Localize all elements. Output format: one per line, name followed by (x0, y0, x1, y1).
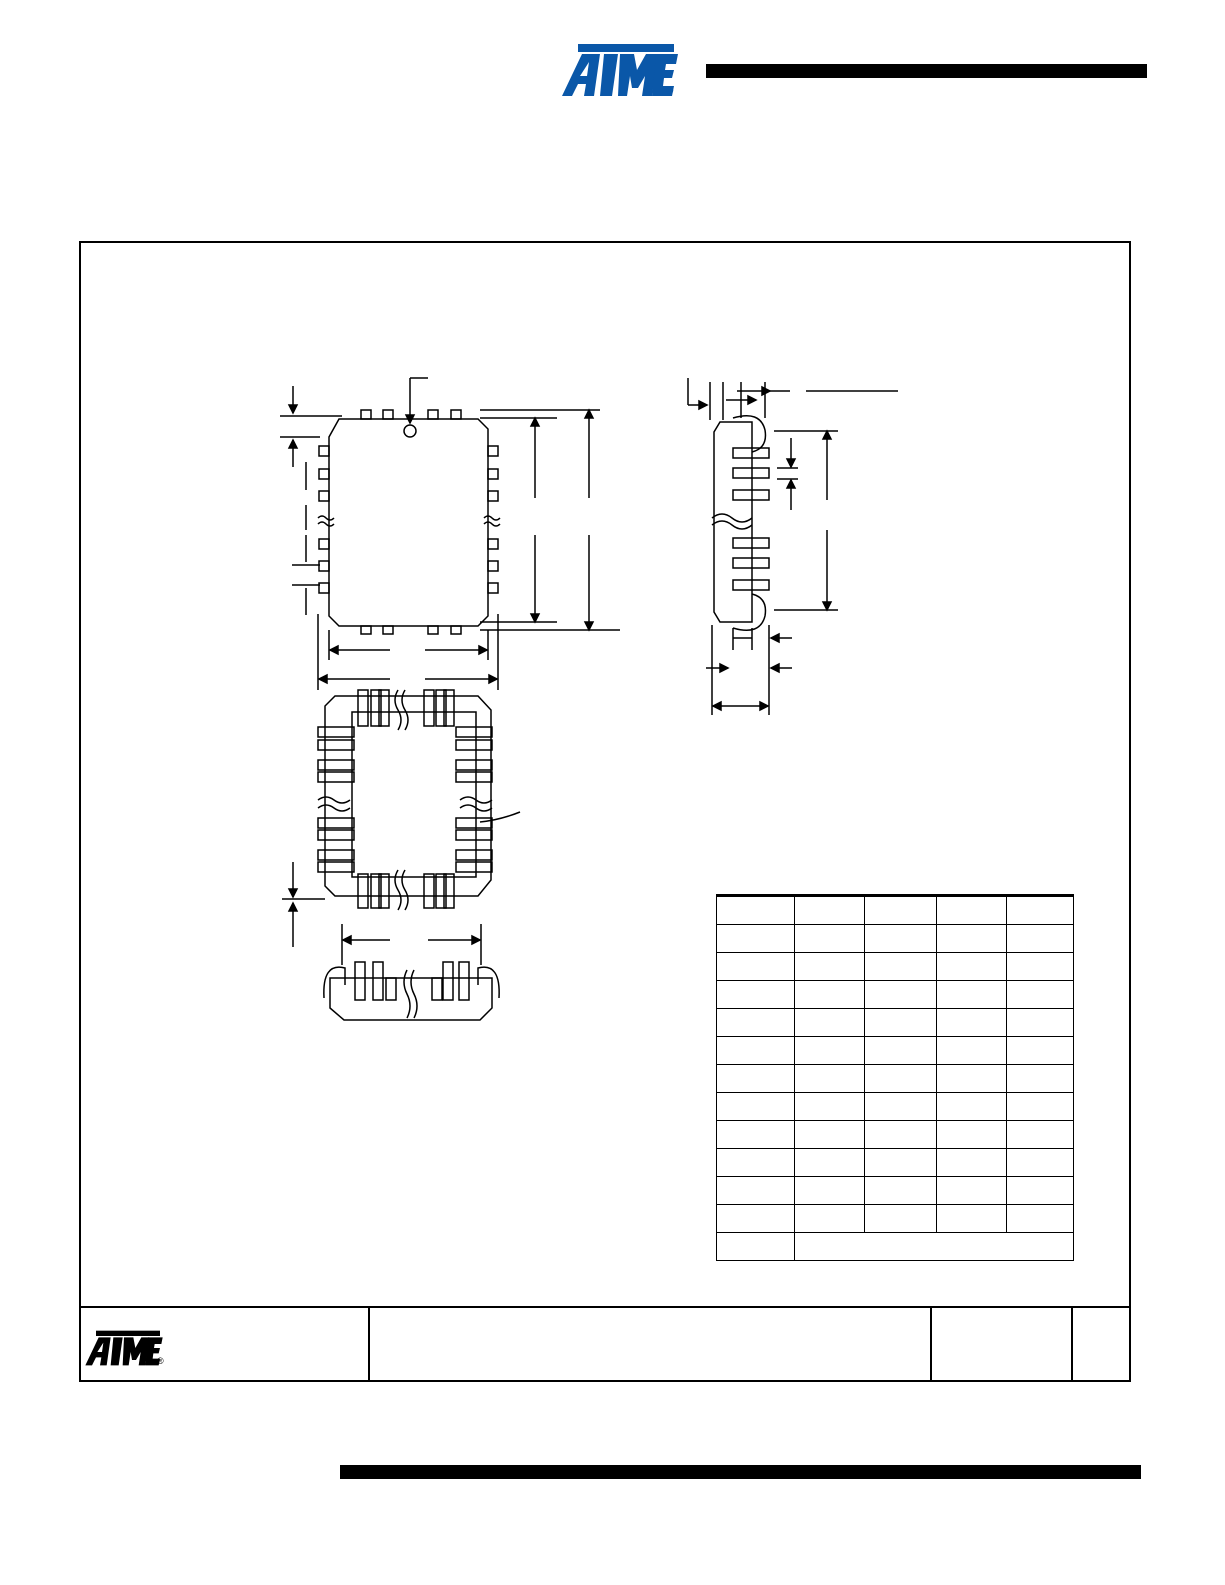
table-cell (1007, 981, 1074, 1009)
title-block (79, 1306, 1131, 1382)
table-cell (795, 1093, 865, 1121)
dimension-table (716, 894, 1074, 1261)
table-cell (937, 925, 1007, 953)
table-cell (865, 1177, 937, 1205)
table-cell (1007, 1037, 1074, 1065)
table-row (717, 981, 1074, 1009)
table-row (717, 1121, 1074, 1149)
table-cell (717, 1205, 795, 1233)
table-row (717, 1037, 1074, 1065)
table-cell (717, 1121, 795, 1149)
atmel-logo-small (83, 1328, 165, 1368)
table-cell (795, 953, 865, 981)
table-cell (795, 1009, 865, 1037)
table-cell (937, 896, 1007, 925)
table-cell (717, 1149, 795, 1177)
footer-rule (340, 1465, 1141, 1479)
table-cell (1007, 925, 1074, 953)
table-cell (717, 1093, 795, 1121)
title-block-logo-cell (79, 1308, 370, 1382)
table-cell (795, 1205, 865, 1233)
table-cell (1007, 1149, 1074, 1177)
table-cell (865, 1121, 937, 1149)
table-cell (1007, 953, 1074, 981)
table-row (717, 1205, 1074, 1233)
table-cell (795, 896, 865, 925)
table-cell (937, 1121, 1007, 1149)
table-cell (937, 1149, 1007, 1177)
table-cell (865, 981, 937, 1009)
table-cell (717, 1065, 795, 1093)
table-row (717, 1065, 1074, 1093)
title-block-description-cell (370, 1308, 932, 1382)
table-cell (717, 1233, 795, 1261)
table-row (717, 1009, 1074, 1037)
table-cell (1007, 1093, 1074, 1121)
table-cell (717, 925, 795, 953)
table-cell (1007, 1205, 1074, 1233)
table-cell (717, 1037, 795, 1065)
table-cell (795, 1177, 865, 1205)
table-cell (795, 1065, 865, 1093)
table-header-row (717, 896, 1074, 925)
table-cell (795, 1121, 865, 1149)
table-cell (937, 1037, 1007, 1065)
table-cell (795, 981, 865, 1009)
table-cell (937, 981, 1007, 1009)
table-cell (865, 925, 937, 953)
title-block-drawing-number-cell (932, 1308, 1073, 1382)
registered-mark-small: ® (157, 1356, 164, 1366)
table-cell (1007, 1009, 1074, 1037)
table-row (717, 1149, 1074, 1177)
side-view (688, 378, 898, 715)
registered-mark: ® (666, 86, 674, 97)
table-cell (717, 953, 795, 981)
table-cell (865, 953, 937, 981)
title-block-revision-cell (1073, 1308, 1129, 1382)
end-view (324, 924, 499, 1020)
table-cell (795, 1037, 865, 1065)
table-cell (937, 1205, 1007, 1233)
table-cell (717, 896, 795, 925)
table-cell (937, 1093, 1007, 1121)
table-note-row (717, 1233, 1074, 1261)
bottom-view (282, 690, 520, 947)
table-row (717, 953, 1074, 981)
table-cell (937, 953, 1007, 981)
table-cell (937, 1177, 1007, 1205)
table-note-cell (795, 1233, 1074, 1261)
table-cell (937, 1009, 1007, 1037)
table-cell (717, 1009, 795, 1037)
top-view (280, 378, 620, 690)
table-cell (1007, 896, 1074, 925)
table-cell (795, 925, 865, 953)
table-row (717, 1177, 1074, 1205)
table-cell (865, 1149, 937, 1177)
table-row (717, 925, 1074, 953)
table-cell (1007, 1121, 1074, 1149)
table-cell (865, 1037, 937, 1065)
table-cell (717, 1177, 795, 1205)
table-cell (937, 1065, 1007, 1093)
table-cell (865, 1205, 937, 1233)
table-cell (1007, 1177, 1074, 1205)
table-cell (865, 896, 937, 925)
table-cell (865, 1009, 937, 1037)
table-row (717, 1093, 1074, 1121)
table-cell (717, 981, 795, 1009)
table-cell (795, 1149, 865, 1177)
table-cell (865, 1093, 937, 1121)
table-cell (1007, 1065, 1074, 1093)
table-cell (865, 1065, 937, 1093)
